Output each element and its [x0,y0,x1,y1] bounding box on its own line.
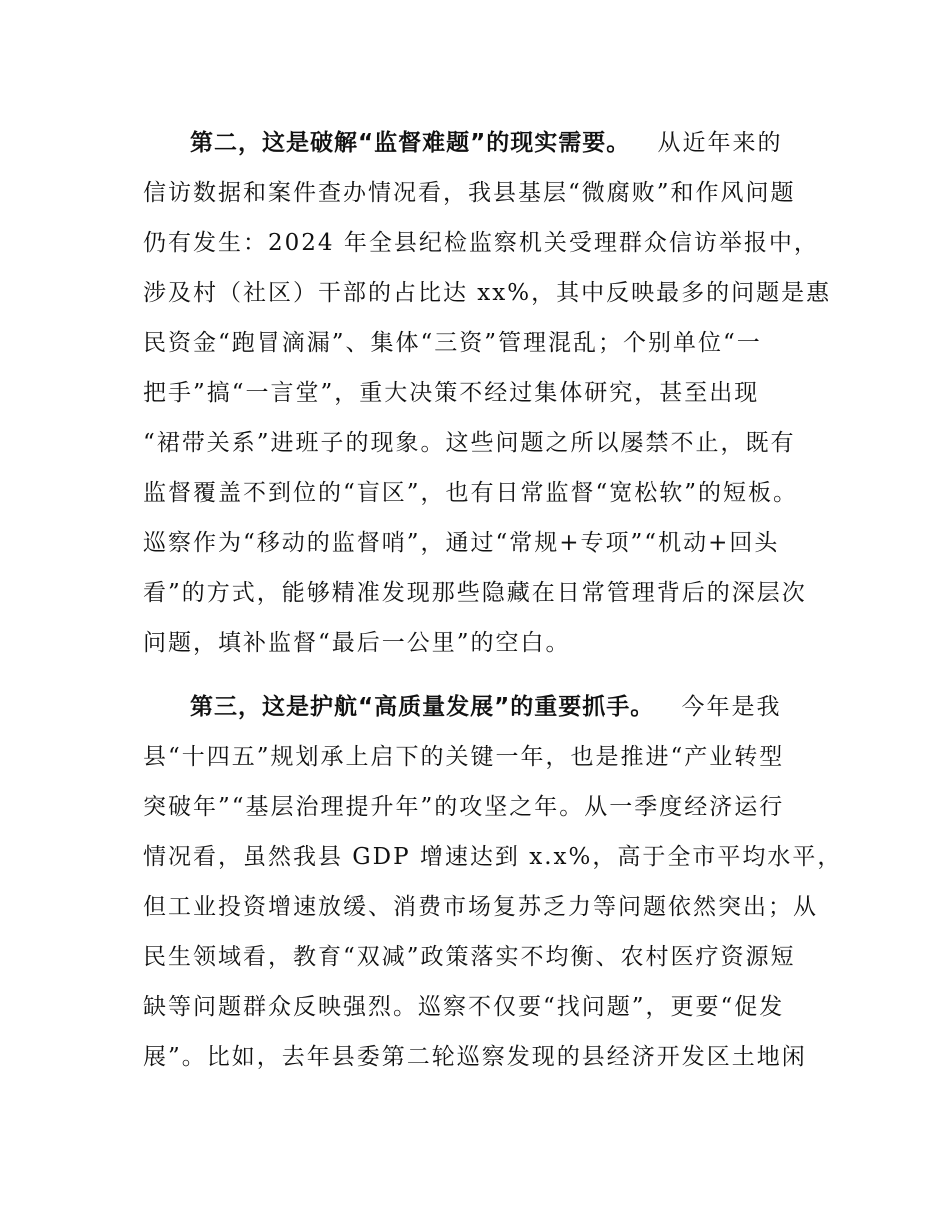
paragraph-line: 突破年”“基层治理提升年”的攻坚之年。从一季度经济运行 [143,794,785,820]
paragraph-text: 从近年来的 [657,130,783,156]
paragraph-line: 县“十四五”规划承上启下的关键一年，也是推进“产业转型 [143,744,785,770]
paragraph-line: 民生领域看，教育“双减”政策落实不均衡、农村医疗资源短 [143,944,796,970]
paragraph-line: 民资金“跑冒滴漏”、集体“三资”管理混乱；个别单位“一 [143,330,762,356]
paragraph-heading: 第三，这是护航“高质量发展”的重要抓手。 [190,694,655,720]
paragraph-line: 仍有发生：2024 年全县纪检监察机关受理群众信访举报中， [143,230,819,256]
paragraph-line: 把手”搞“一言堂”，重大决策不经过集体研究，甚至出现 [143,380,760,406]
paragraph-heading: 第二，这是破解“监督难题”的现实需要。 [190,130,631,156]
paragraph-text: 今年是我 [681,694,782,720]
paragraph-first-line [190,692,782,722]
paragraph-line: 信访数据和案件查办情况看，我县基层“微腐败”和作风问题 [143,180,796,206]
paragraph-line: 展”。比如，去年县委第二轮巡察发现的县经济开发区土地闲 [143,1044,807,1070]
paragraph-line: 但工业投资增速放缓、消费市场复苏乏力等问题依然突出；从 [143,894,818,920]
paragraph-first-line [190,128,783,158]
paragraph-line: 缺等问题群众反映强烈。巡察不仅要“找问题”，更要“促发 [143,994,785,1020]
paragraph-line: 看”的方式，能够精准发现那些隐藏在日常管理背后的深层次 [143,580,807,606]
paragraph-line: “裙带关系”进班子的现象。这些问题之所以屡禁不止，既有 [143,430,796,456]
paragraph-line: 监督覆盖不到位的“盲区”，也有日常监督“宽松软”的短板。 [143,480,799,506]
paragraph-line: 巡察作为“移动的监督哨”，通过“常规+专项”“机动+回头 [143,530,780,556]
paragraph-line: 涉及村（社区）干部的占比达 xx%，其中反映最多的问题是惠 [143,280,832,306]
paragraph-line: 情况看，虽然我县 GDP 增速达到 x.x%，高于全市平均水平， [143,844,843,870]
paragraph-line: 问题，填补监督“最后一公里”的空白。 [143,630,571,656]
